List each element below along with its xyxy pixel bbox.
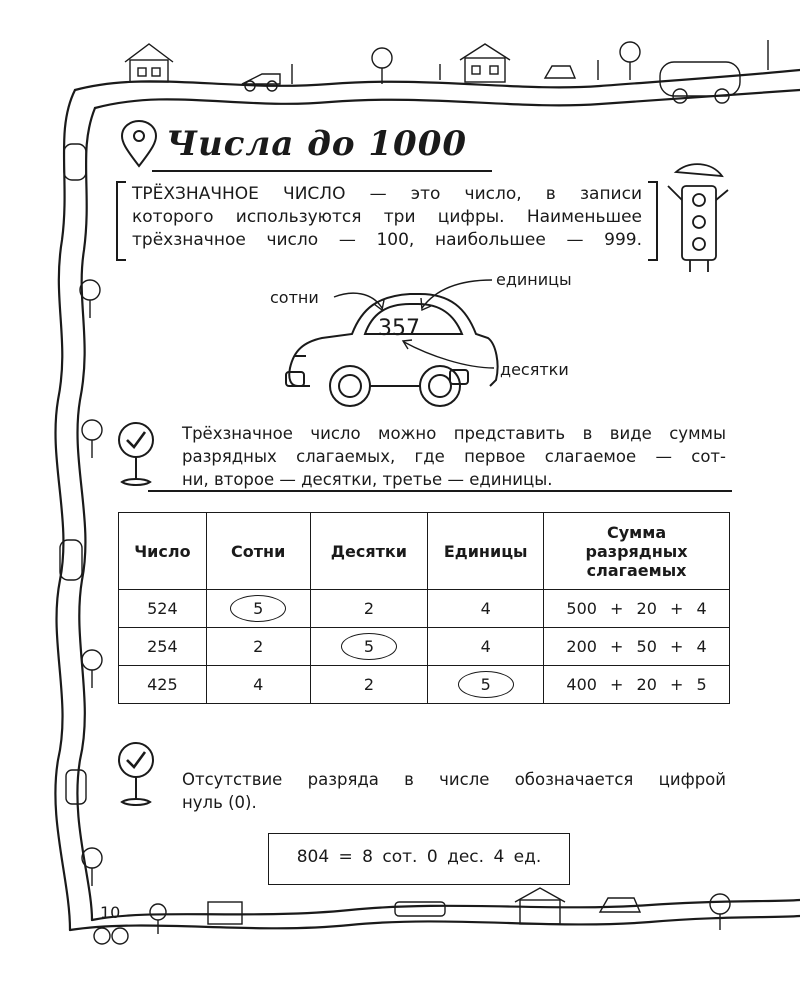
definition-line: трёхзначное число — 100, наибольшее — 999. bbox=[132, 230, 642, 250]
example-box bbox=[268, 833, 570, 885]
cell-sum: 400 + 20 + 5 bbox=[544, 666, 730, 704]
circled-digit: 5 bbox=[230, 595, 286, 622]
checkmark-sign-icon bbox=[112, 740, 162, 812]
rule-underline bbox=[148, 490, 732, 492]
diagram-number: 357 bbox=[378, 316, 420, 341]
table-row bbox=[119, 666, 730, 704]
cell-hundreds: 2 bbox=[206, 628, 310, 666]
rule-block-2 bbox=[112, 740, 732, 810]
cell-number: 254 bbox=[119, 628, 207, 666]
checkmark-sign-icon bbox=[112, 420, 162, 492]
definition-text bbox=[132, 183, 642, 252]
rule-line: разрядных слагаемых, где первое слагаемое — сот- bbox=[182, 447, 726, 466]
cell-sum: 500 + 20 + 4 bbox=[544, 590, 730, 628]
header-number: Число bbox=[119, 513, 207, 590]
title-underline bbox=[152, 170, 492, 172]
rule-text-1 bbox=[182, 422, 726, 491]
label-hundreds: сотни bbox=[270, 288, 319, 307]
header-units: Единицы bbox=[428, 513, 544, 590]
rule-line: Трёхзначное число можно представить в виде суммы bbox=[182, 424, 726, 443]
rule-text-2 bbox=[182, 768, 726, 814]
page-title: Числа до 1000 bbox=[166, 124, 468, 164]
cell-tens bbox=[310, 628, 428, 666]
label-tens: десятки bbox=[500, 360, 569, 379]
table-row bbox=[119, 590, 730, 628]
place-value-table bbox=[118, 512, 730, 704]
rule-line: Отсутствие разряда в числе обозначается цифрой bbox=[182, 770, 726, 789]
circled-digit: 5 bbox=[458, 671, 514, 698]
header-tens: Десятки bbox=[310, 513, 428, 590]
rule-block-1 bbox=[112, 420, 732, 500]
definition-box bbox=[116, 181, 658, 259]
bracket-right bbox=[648, 181, 658, 261]
cell-number: 524 bbox=[119, 590, 207, 628]
label-units: единицы bbox=[496, 270, 572, 289]
cell-units: 4 bbox=[428, 628, 544, 666]
header-hundreds: Сотни bbox=[206, 513, 310, 590]
header-sum: Сумма разрядных слагаемых bbox=[544, 513, 730, 590]
cell-units bbox=[428, 666, 544, 704]
bracket-left bbox=[116, 181, 126, 261]
cell-hundreds: 4 bbox=[206, 666, 310, 704]
title-block bbox=[118, 122, 488, 180]
page-number: 10 bbox=[100, 903, 121, 922]
cell-number: 425 bbox=[119, 666, 207, 704]
cell-units: 4 bbox=[428, 590, 544, 628]
cell-tens: 2 bbox=[310, 666, 428, 704]
example-text: 804 = 8 сот. 0 дес. 4 ед. bbox=[296, 847, 542, 867]
car-place-value-diagram bbox=[270, 268, 600, 418]
rule-line: ни, второе — десятки, третье — единицы. bbox=[182, 470, 553, 489]
rule-line: нуль (0). bbox=[182, 793, 257, 812]
car-illustration bbox=[270, 268, 600, 418]
table-header-row bbox=[119, 513, 730, 590]
cell-tens: 2 bbox=[310, 590, 428, 628]
cell-hundreds bbox=[206, 590, 310, 628]
cell-sum: 200 + 50 + 4 bbox=[544, 628, 730, 666]
table-row bbox=[119, 628, 730, 666]
definition-line: ТРЁХЗНАЧНОЕ ЧИСЛО — это число, в записи bbox=[132, 184, 642, 204]
circled-digit: 5 bbox=[341, 633, 397, 660]
definition-line: которого используются три цифры. Наименьшее bbox=[132, 207, 642, 227]
